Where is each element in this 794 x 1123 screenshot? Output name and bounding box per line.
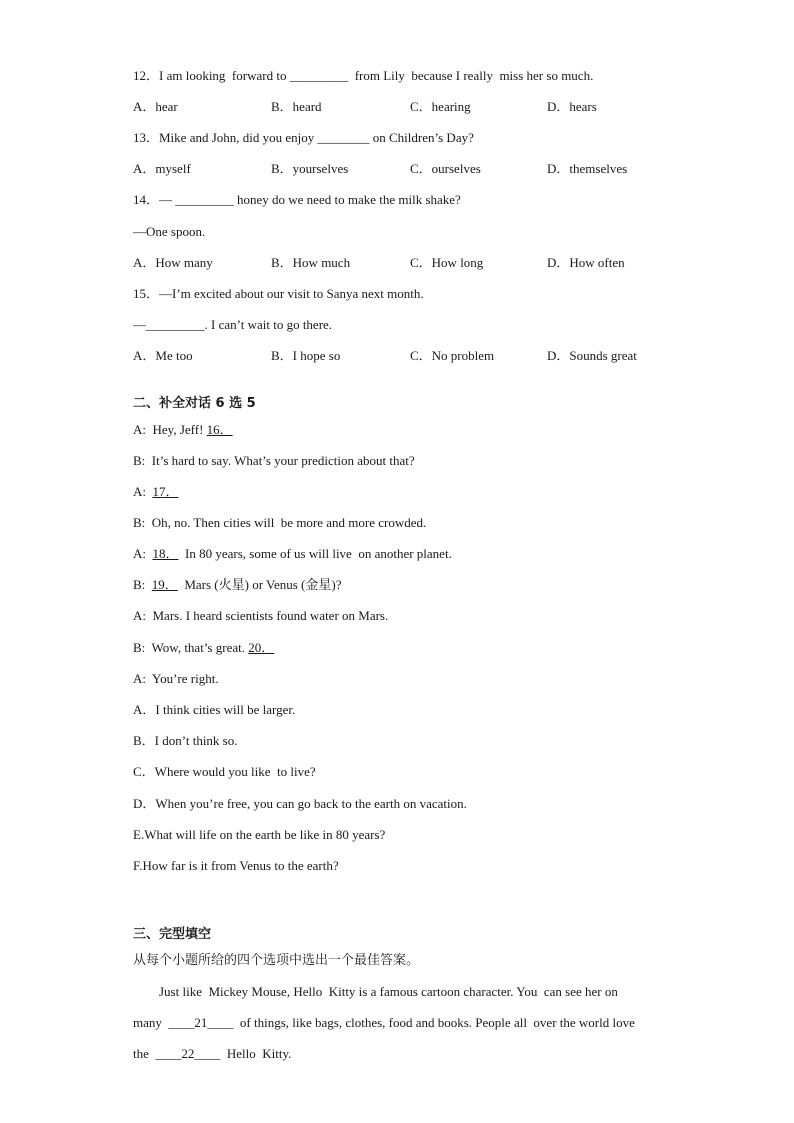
option-a: A．hear [133,99,178,114]
option-a: A．myself [133,161,191,176]
dialogue-line [133,608,388,624]
passage-line-2 [133,1015,663,1031]
dialogue-line [133,640,274,656]
dialogue-text: Mars (火星) or Venus (金星)? [177,577,342,592]
option-d: D．Sounds great [547,348,637,363]
option-b: B．I hope so [271,348,341,363]
question-15-reply: —_________. I can’t wait to go there. [133,317,333,332]
option-c: C．hearing [410,99,471,114]
dialogue-text: A: [133,484,153,499]
option-d: D．hears [547,99,597,114]
blank-20: 20． [248,640,275,655]
choice-f: F.How far is it from Venus to the earth? [133,858,339,873]
choice-b: B．I don’t think so. [133,733,238,748]
choice-d: D．When you’re free, you can go back to the earth on vacation. [133,796,467,811]
blank-17: 17． [152,484,179,499]
question-14-reply: —One spoon. [133,224,206,239]
dialogue-line [133,577,342,593]
passage-line-1: Just like Mickey Mouse, Hello Kitty is a famous cartoon character. You can see her on [159,984,618,999]
question-13-stem: 13．Mike and John, did you enjoy ________ on Children’s Day? [133,130,474,145]
blank-16: 16． [206,422,233,437]
option-a: A．Me too [133,348,193,363]
dialogue-line [133,422,233,438]
question-14-stem: 14．— _________ honey do we need to make the milk shake? [133,192,461,207]
dialogue-text: A: You’re right. [133,671,219,686]
dialogue-text: A: Hey, Jeff! [133,422,207,437]
option-a: A．How many [133,255,213,270]
dialogue-text: A: Mars. I heard scientists found water on Mars. [133,608,389,623]
passage-text: many [133,1015,169,1030]
section-2-title: 二、补全对话 6 选 5 [133,396,256,411]
question-15-stem: 15．—I’m excited about our visit to Sanya next month. [133,286,424,301]
option-b: B．heard [271,99,322,114]
dialogue-text: In 80 years, some of us will live on another planet. [178,546,452,561]
option-d: D．themselves [547,161,628,176]
dialogue-text: B: [133,577,152,592]
dialogue-line [133,515,426,531]
option-c: C．No problem [410,348,495,363]
blank-21: ____21____ [168,1015,234,1030]
dialogue-text: B: Wow, that’s great. [133,640,249,655]
blank-22: ____22____ [155,1046,221,1061]
dialogue-line [133,484,179,500]
blank-18: 18． [152,546,179,561]
dialogue-line [133,453,415,469]
section-3-title: 三、完型填空 [133,927,212,942]
option-c: C．ourselves [410,161,481,176]
passage-text: of things, like bags, clothes, food and books. People all over the world love [233,1015,635,1030]
dialogue-line [133,546,452,562]
choice-e: E.What will life on the earth be like in 80 years? [133,827,386,842]
option-c: C．How long [410,255,484,270]
dialogue-text: A: [133,546,153,561]
choice-c: C．Where would you like to live? [133,764,316,779]
option-b: B．yourselves [271,161,349,176]
passage-text: Hello Kitty. [220,1046,292,1061]
option-b: B．How much [271,255,351,270]
dialogue-line [133,671,219,687]
dialogue-text: B: Oh, no. Then cities will be more and more crowded. [133,515,427,530]
section-3-instruction: 从每个小题所给的四个选项中选出一个最佳答案。 [133,953,420,968]
option-d: D．How often [547,255,625,270]
passage-text: the [133,1046,156,1061]
passage-line-3 [133,1046,663,1062]
choice-a: A．I think cities will be larger. [133,702,296,717]
question-12-stem: 12．I am looking forward to _________ from Lily because I really miss her so much. [133,68,594,83]
dialogue-text: B: It’s hard to say. What’s your prediction about that? [133,453,415,468]
blank-19: 19． [151,577,178,592]
